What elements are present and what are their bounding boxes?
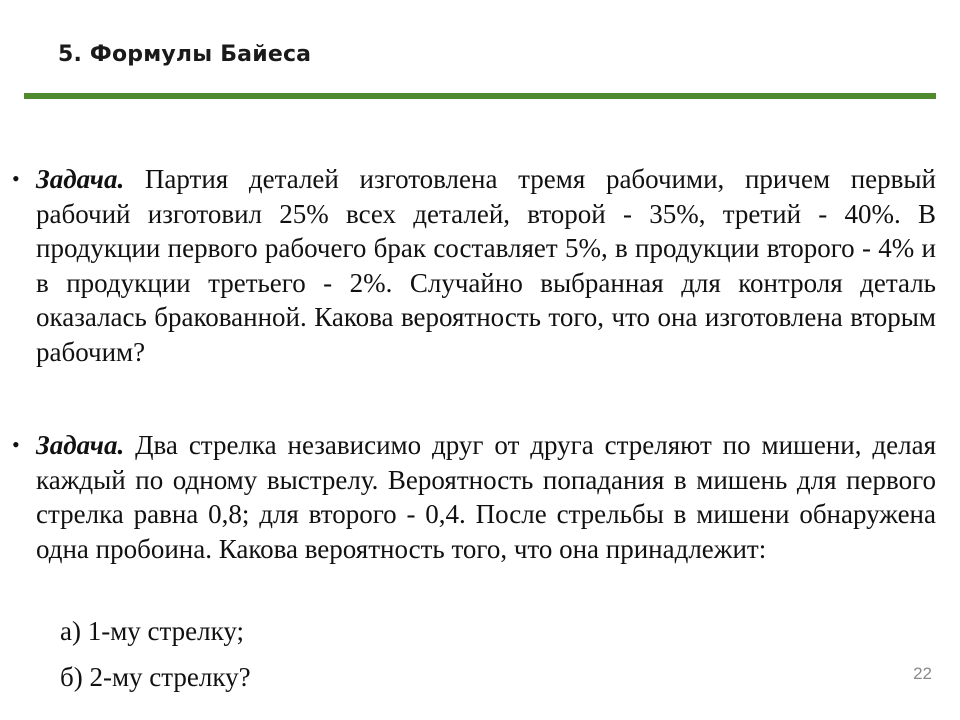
task-2-lead: Задача.	[36, 430, 125, 460]
task-1-lead: Задача.	[36, 164, 125, 194]
task-2-option-a: а) 1-му стрелку;	[60, 616, 245, 646]
task-2-option-b: б) 2-му стрелку?	[60, 662, 251, 692]
bullet-icon: •	[12, 432, 20, 457]
task-1	[12, 162, 936, 369]
slide-title: 5. Формулы Байеса	[58, 42, 312, 67]
bullet-icon: •	[12, 166, 20, 191]
page-number: 22	[913, 664, 932, 683]
task-2	[12, 428, 936, 566]
task-1-text: Партия деталей изготовлена тремя рабочими, причем первый рабочий изготовил 25% всех деталей, второй - 35%, третий - 40%. В продукции первого рабочего брак составляет 5%, в продукции второго - 4% и в продукции третьего - 2%. Случайно выбранная для контроля деталь оказалась бракованной. Какова вероятность того, что она изготовлена вторым рабочим?	[36, 164, 936, 367]
title-divider	[24, 93, 936, 99]
task-2-text: Два стрелка независимо друг от друга стреляют по мишени, делая каждый по одному выстрелу. Вероятность попадания в мишень для первого стрелка равна 0,8; для второго - 0,4. После стрельбы в мишени обнаружена одна пробоина. Какова вероятность того, что она принадлежит:	[36, 430, 936, 564]
